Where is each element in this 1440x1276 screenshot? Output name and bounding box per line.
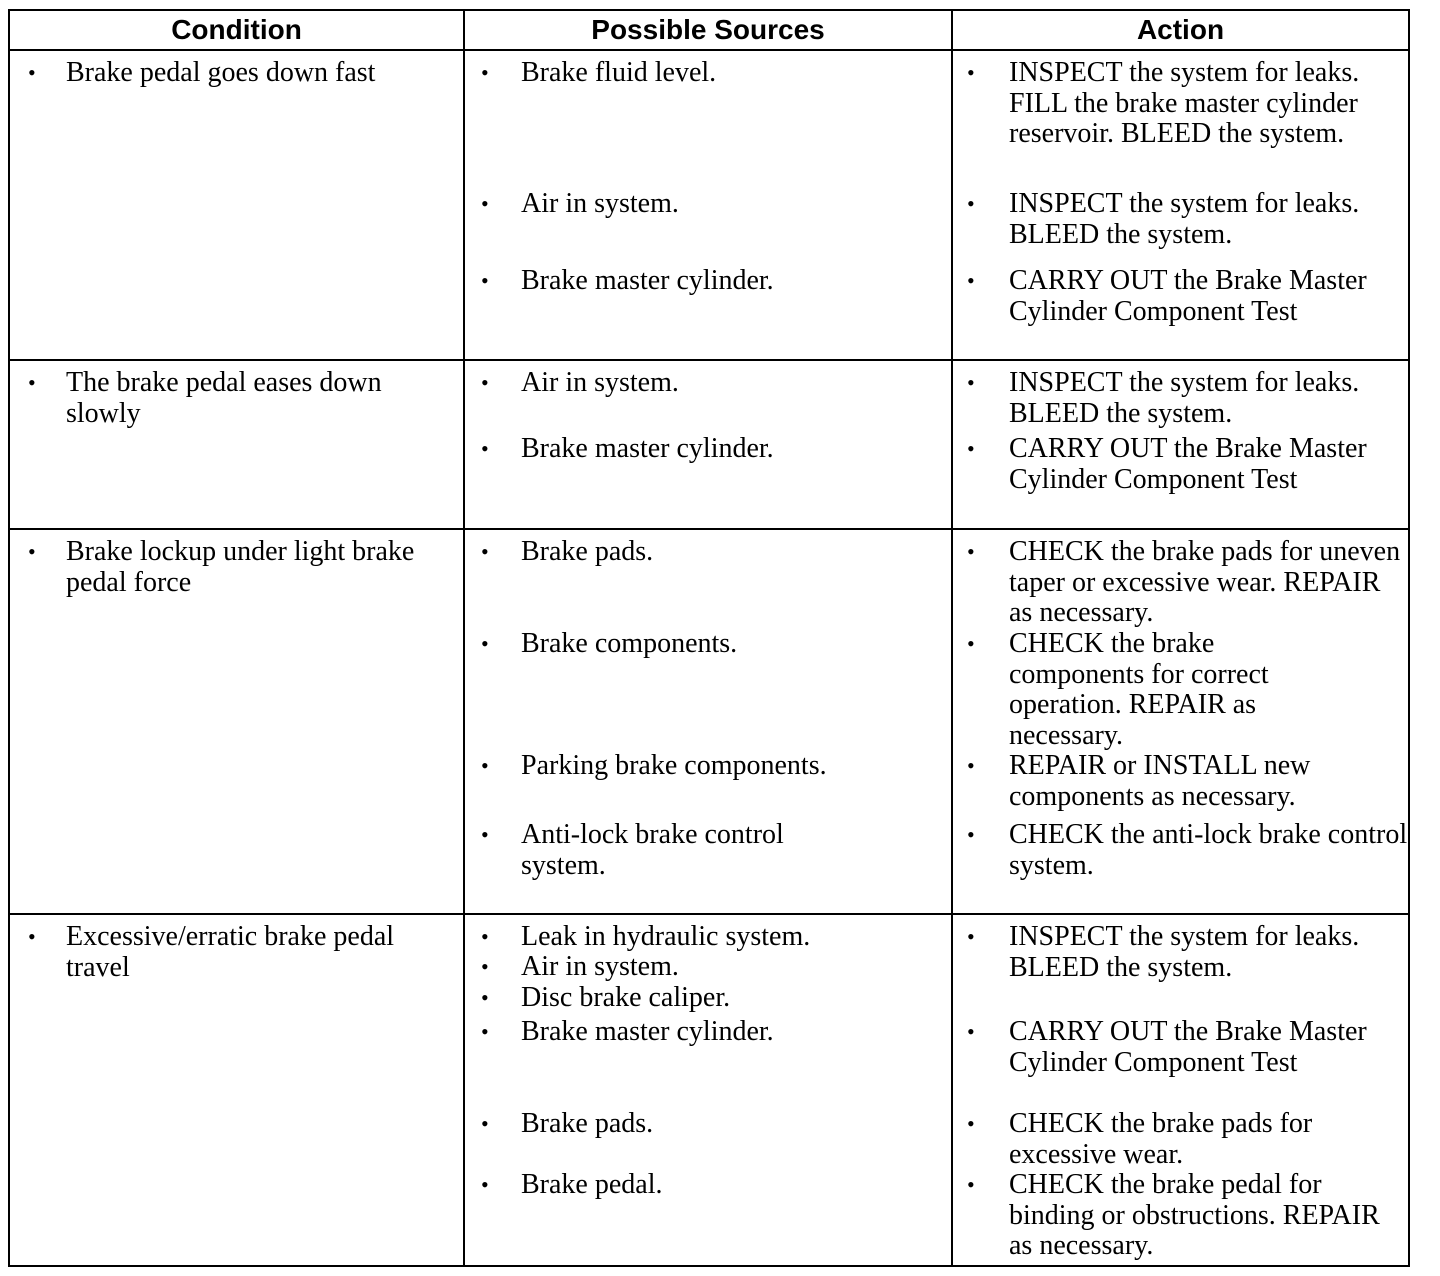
table-row — [9, 529, 1409, 914]
action-item — [967, 189, 1409, 250]
action-text: CHECK the brake components for correct operation. REPAIR as necessary. — [1009, 628, 1269, 751]
source-item — [481, 952, 941, 983]
source-text: Disc brake caliper. — [521, 982, 731, 1013]
action-text: INSPECT the system for leaks. BLEED the system. — [1009, 367, 1360, 429]
bullet: • — [967, 924, 975, 949]
action-item — [967, 820, 1409, 881]
bullet: • — [967, 1172, 975, 1197]
condition-item — [28, 537, 446, 598]
action-text: CHECK the anti-lock brake control system. — [1009, 819, 1408, 881]
source-text: Brake master cylinder. — [521, 433, 774, 464]
header-condition: Condition — [9, 10, 464, 50]
header-row — [9, 10, 1409, 50]
action-text: CARRY OUT the Brake Master Cylinder Component Test — [1009, 1016, 1367, 1078]
action-text: CARRY OUT the Brake Master Cylinder Component Test — [1009, 265, 1367, 327]
condition-cell — [9, 360, 464, 529]
action-text: INSPECT the system for leaks. BLEED the system. — [1009, 188, 1360, 250]
action-text: INSPECT the system for leaks. BLEED the system. — [1009, 921, 1360, 983]
source-item — [481, 751, 941, 782]
source-text: Air in system. — [521, 188, 679, 219]
action-item — [967, 368, 1409, 429]
source-text: Anti-lock brake control system. — [521, 819, 784, 881]
action-item — [967, 629, 1329, 751]
source-item — [481, 189, 941, 220]
source-item — [481, 922, 941, 953]
source-item — [481, 983, 941, 1014]
source-text: Brake pedal. — [521, 1169, 663, 1200]
bullet: • — [967, 539, 975, 564]
condition-text: Brake pedal goes down fast — [66, 57, 376, 88]
action-cell — [952, 360, 1409, 529]
action-cell — [952, 50, 1409, 360]
source-text: Brake pads. — [521, 1108, 654, 1139]
bullet: • — [481, 436, 489, 461]
condition-item — [28, 922, 446, 983]
bullet: • — [481, 631, 489, 656]
action-item — [967, 58, 1409, 150]
sources-cell — [464, 360, 952, 529]
action-item — [967, 922, 1409, 983]
source-text: Air in system. — [521, 951, 679, 982]
bullet: • — [967, 191, 975, 216]
bullet: • — [967, 753, 975, 778]
action-item — [967, 1017, 1409, 1078]
header-possible-sources: Possible Sources — [464, 10, 952, 50]
bullet: • — [28, 370, 36, 395]
source-item — [481, 1109, 941, 1140]
header-action: Action — [952, 10, 1409, 50]
bullet: • — [28, 539, 36, 564]
action-item — [967, 434, 1409, 495]
action-cell — [952, 914, 1409, 1266]
action-item — [967, 266, 1409, 327]
bullet: • — [481, 954, 489, 979]
source-text: Brake master cylinder. — [521, 265, 774, 296]
action-item — [967, 537, 1409, 629]
source-item — [481, 1170, 941, 1201]
action-cell — [952, 529, 1409, 914]
bullet: • — [481, 924, 489, 949]
source-item — [481, 820, 851, 881]
action-text: REPAIR or INSTALL new components as necessary. — [1009, 750, 1311, 812]
bullet: • — [481, 268, 489, 293]
bullet: • — [967, 631, 975, 656]
sources-cell — [464, 914, 952, 1266]
source-text: Air in system. — [521, 367, 679, 398]
bullet: • — [481, 822, 489, 847]
source-item — [481, 537, 941, 568]
bullet: • — [481, 191, 489, 216]
source-text: Brake master cylinder. — [521, 1016, 774, 1047]
condition-text: The brake pedal eases down slowly — [66, 367, 382, 429]
sources-cell — [464, 529, 952, 914]
bullet: • — [481, 60, 489, 85]
bullet: • — [481, 1111, 489, 1136]
troubleshooting-table — [8, 9, 1410, 1267]
condition-cell — [9, 529, 464, 914]
bullet: • — [967, 436, 975, 461]
bullet: • — [28, 60, 36, 85]
source-item — [481, 266, 941, 297]
source-text: Leak in hydraulic system. — [521, 921, 811, 952]
action-text: CARRY OUT the Brake Master Cylinder Component Test — [1009, 433, 1367, 495]
action-text: CHECK the brake pads for excessive wear. — [1009, 1108, 1313, 1170]
bullet: • — [28, 924, 36, 949]
action-text: INSPECT the system for leaks. FILL the brake master cylinder reservoir. BLEED the system. — [1009, 57, 1360, 149]
bullet: • — [481, 539, 489, 564]
source-item — [481, 58, 941, 89]
source-item — [481, 368, 941, 399]
bullet: • — [481, 753, 489, 778]
bullet: • — [481, 1019, 489, 1044]
bullet: • — [967, 268, 975, 293]
bullet: • — [481, 1172, 489, 1197]
condition-item — [28, 368, 446, 429]
condition-text: Brake lockup under light brake pedal force — [66, 536, 415, 598]
source-text: Parking brake components. — [521, 750, 827, 781]
action-text: CHECK the brake pads for uneven taper or excessive wear. REPAIR as necessary. — [1009, 536, 1401, 628]
bullet: • — [967, 60, 975, 85]
bullet: • — [967, 370, 975, 395]
condition-cell — [9, 50, 464, 360]
source-text: Brake components. — [521, 628, 738, 659]
source-text: Brake pads. — [521, 536, 654, 567]
bullet: • — [967, 1111, 975, 1136]
table-row — [9, 914, 1409, 1266]
source-item — [481, 629, 941, 660]
condition-text: Excessive/erratic brake pedal travel — [66, 921, 395, 983]
action-item — [967, 1170, 1409, 1262]
bullet: • — [481, 985, 489, 1010]
bullet: • — [967, 822, 975, 847]
table-row — [9, 50, 1409, 360]
condition-item — [28, 58, 446, 89]
sources-cell — [464, 50, 952, 360]
source-item — [481, 434, 941, 465]
action-item — [967, 1109, 1409, 1170]
condition-cell — [9, 914, 464, 1266]
action-item — [967, 751, 1409, 812]
bullet: • — [967, 1019, 975, 1044]
bullet: • — [481, 370, 489, 395]
source-item — [481, 1017, 941, 1048]
table-row — [9, 360, 1409, 529]
action-text: CHECK the brake pedal for binding or obstructions. REPAIR as necessary. — [1009, 1169, 1380, 1261]
source-text: Brake fluid level. — [521, 57, 717, 88]
